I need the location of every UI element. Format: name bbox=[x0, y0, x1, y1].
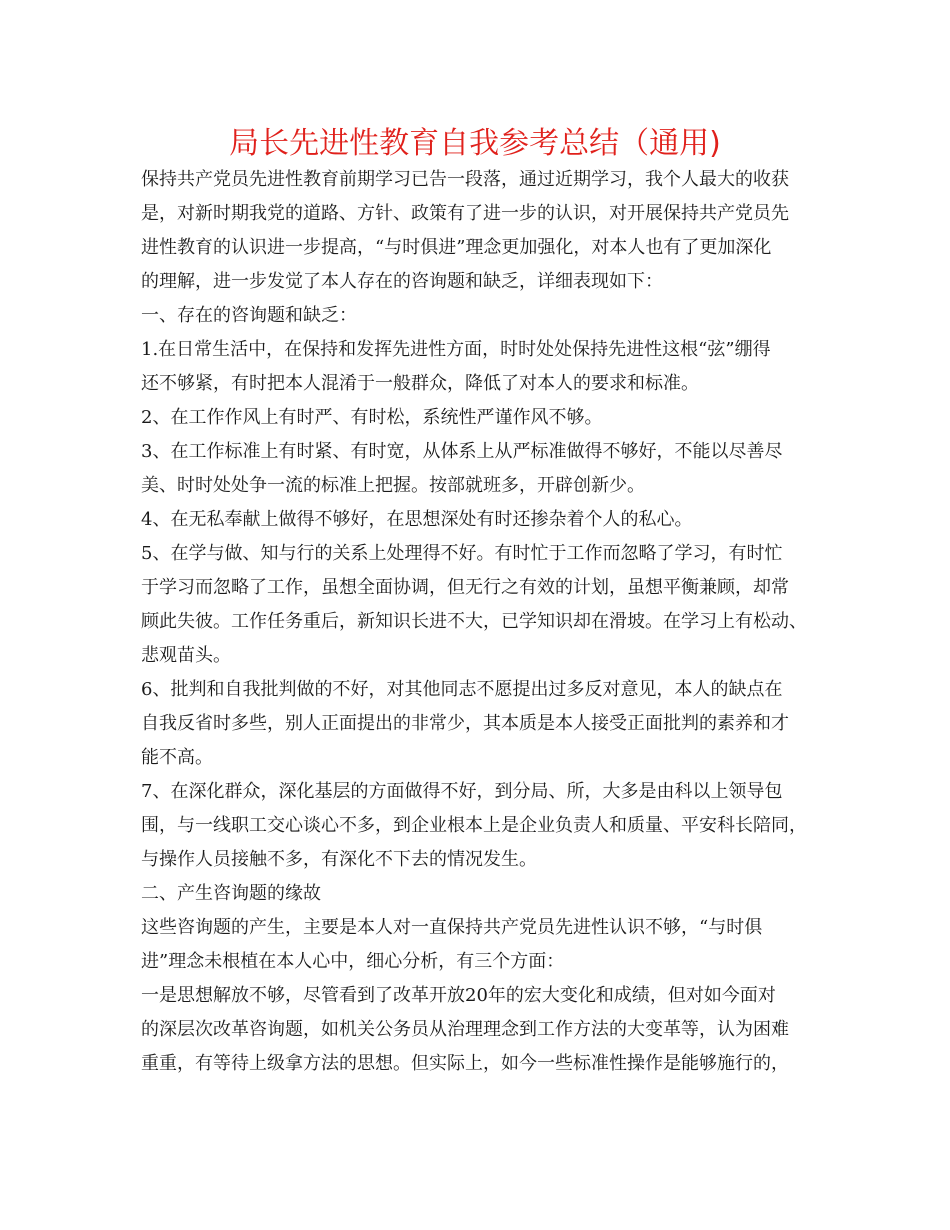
document-page: 局长先进性教育自我参考总结（通用) 保持共产党员先进性教育前期学习已告一段落，通过近期学习，我个人最大的收获 是，对新时期我党的道路、方针、政策有了进一步的认识，对开展保持共产党员先 进性教育的认识进一步提高，“与时俱进”理念更加强化，对本人也有了更加深化 的理解，进一步发觉了本人存在的咨询题和缺乏，详细表现如下： 一、存在的咨询题和缺乏： 1.在日常生活中，在保持和发挥先进性方面，时时处处保持先进性这根“弦”绷得 还不够紧，有时把本人混淆于一般群众，降低了对本人的要求和标准。 2、在工作作风上有时严、有时松，系统性严谨作风不够。 3、在工作标准上有时紧、有时宽，从体系上从严标准做得不够好，不能以尽善尽 美、时时处处争一流的标准上把握。按部就班多，开辟创新少。 4、在无私奉献上做得不够好，在思想深处有时还掺杂着个人的私心。 5、在学与做、知与行的关系上处理得不好。有时忙于工作而忽略了学习，有时忙 于学习而忽略了工作，虽想全面协调，但无行之有效的计划，虽想平衡兼顾，却常 顾此失彼。工作任务重后，新知识长进不大，已学知识却在滑坡。在学习上有松动、 悲观苗头。 6、批判和自我批判做的不好，对其他同志不愿提出过多反对意见，本人的缺点在 自我反省时多些，别人正面提出的非常少，其本质是本人接受正面批判的素养和才 能不高。 7、在深化群众，深化基层的方面做得不好，到分局、所，大多是由科以上领导包 围，与一线职工交心谈心不多，到企业根本上是企业负责人和质量、平安科长陪同， 与操作人员接触不多，有深化不下去的情况发生。 二、产生咨询题的缘故 这些咨询题的产生，主要是本人对一直保持共产党员先进性认识不够，“与时俱 进”理念未根植在本人心中，细心分析，有三个方面： 一是思想解放不够，尽管看到了改革开放20年的宏大变化和成绩，但对如今面对 的深层次改革咨询题，如机关公务员从治理理念到工作方法的大变革等，认为困难 重重，有等待上级拿方法的思想。但实际上，如今一些标准性操作是能够施行的， bbox=[0, 0, 950, 1230]
document-title: 局长先进性教育自我参考总结（通用) bbox=[229, 126, 721, 161]
